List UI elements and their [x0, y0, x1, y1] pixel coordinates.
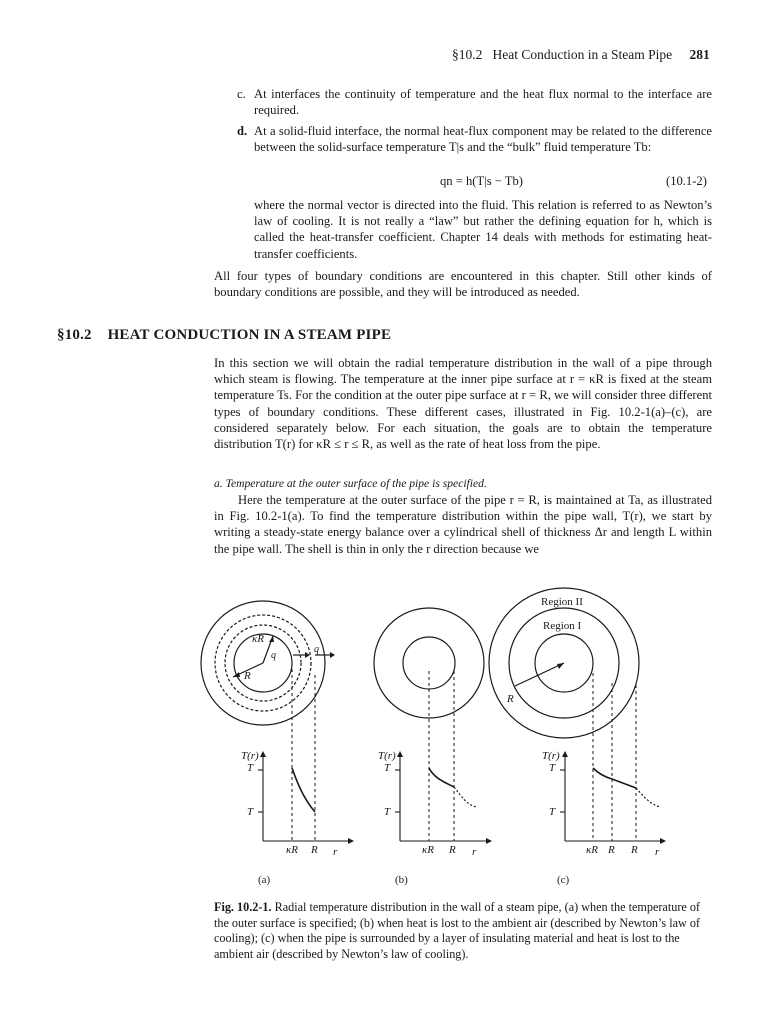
label-region2: Region II: [541, 596, 583, 608]
tick-kappaR-b: κR: [422, 844, 434, 856]
paragraph-intro: In this section we will obtain the radial temperature distribution in the wall of a pipe through which steam is flowing. The temperature at the inner pipe surface at r = κR is fixed at the steam temperature Ts. For the condition at the outer pipe surface at r = R, we will consider three different types of boundary conditions. These different cases, illustrated in Fig. 10.2-1(a)–(c), are considered separately below. For each situation, the goals are to obtain the temperature distribution T(r) for κR ≤ r ≤ R, as well as the rate of heat loss from the pipe.: [214, 356, 712, 452]
panel-label-a: (a): [258, 874, 271, 886]
label-Ta-b: T: [384, 806, 391, 818]
tick-r-b: r: [472, 846, 477, 858]
tick-r-c: r: [655, 846, 660, 858]
label-q-r-dr: q: [314, 644, 319, 655]
item-d-after: where the normal vector is directed into the fluid. This relation is referred to as Newton’s law of cooling. It is not really a “law” but rather the defining equation for h, which is called the heat-transfer coefficient. Chapter 14 deals with methods for estimating heat-transfer coefficients.: [254, 198, 712, 261]
page-number: 281: [689, 47, 710, 62]
tick-kappaR-c: κR: [586, 844, 598, 856]
paragraph-boundary-conditions: All four types of boundary conditions are encountered in this chapter. Still other kinds of boundary conditions are possible, and they will be introduced as needed.: [214, 269, 712, 300]
item-d-label: d.: [237, 124, 248, 138]
label-Ts-a: T: [247, 762, 254, 774]
figure-10-2-1: [200, 585, 680, 890]
label-q-r: q: [271, 650, 276, 661]
curve-b: [429, 768, 454, 787]
equation: qn = h(T|s − Tb): [440, 174, 523, 188]
tick-R-b: R: [449, 844, 456, 856]
paragraph-case-a: Here the temperature at the outer surface of the pipe r = R, is maintained at Ta, as illustrated in Fig. 10.2-1(a). To find the temperature distribution within the pipe wall, T(r), we start by writing a steady-state energy balance over a cylindrical shell of thickness Δr and length L within the pipe wall. The shell is thin in only the r direction because we: [214, 493, 712, 556]
curve-a: [292, 768, 315, 812]
tick-R-a: R: [311, 844, 318, 856]
section-title: HEAT CONDUCTION IN A STEAM PIPE: [107, 327, 392, 343]
tick-Ri-c: R: [631, 844, 638, 856]
label-Ta-c: T: [549, 806, 556, 818]
curve-c: [593, 768, 636, 788]
label-R-a: R: [244, 670, 251, 682]
section-heading: [57, 327, 391, 344]
section-number: §10.2: [57, 327, 92, 343]
running-header: [452, 47, 710, 63]
label-Ri: R: [507, 693, 514, 705]
item-c-text: At interfaces the continuity of temperature and the heat flux normal to the interface are required.: [254, 87, 712, 118]
panel-label-c: (c): [557, 874, 570, 886]
label-Tr-a: T(r): [241, 750, 259, 762]
tick-r-a: r: [333, 846, 338, 858]
ambient-c: [636, 788, 660, 807]
caption-label: Fig. 10.2-1.: [214, 900, 272, 914]
label-Tr-c: T(r): [542, 750, 560, 762]
Ri-arrow: [515, 663, 564, 686]
label-Ta-a: T: [247, 806, 254, 818]
tick-kappaR-a: κR: [286, 844, 298, 856]
figure-caption: [214, 900, 714, 962]
label-kappaR: κR: [252, 633, 264, 645]
label-Ts-c: T: [549, 762, 556, 774]
label-region1: Region I: [543, 620, 582, 632]
caption-text: Radial temperature distribution in the wall of a steam pipe, (a) when the temperature of the outer surface is specified; (b) when heat is lost to the ambient air (described by Newton’s law of cooling); (c) when the pipe is surrounded by a layer of insulating material and heat is lost to the ambient air (described by Newton’s law of cooling).: [214, 900, 700, 961]
ambient-b: [454, 787, 476, 807]
pipe-b-inner: [403, 637, 455, 689]
panel-label-b: (b): [395, 874, 408, 886]
item-c-label: c.: [237, 87, 246, 101]
label-Ts-b: T: [384, 762, 391, 774]
equation-number: (10.1-2): [666, 174, 707, 188]
header-title: Heat Conduction in a Steam Pipe: [492, 47, 673, 62]
item-d-text: At a solid-fluid interface, the normal heat-flux component may be related to the difference between the solid-surface temperature T|s and the “bulk” fluid temperature Tb:: [254, 124, 712, 155]
header-section: §10.2: [452, 47, 483, 62]
subheading-case-a: a. Temperature at the outer surface of the pipe is specified.: [214, 477, 487, 490]
tick-R-c: R: [608, 844, 615, 856]
label-Tr-b: T(r): [378, 750, 396, 762]
